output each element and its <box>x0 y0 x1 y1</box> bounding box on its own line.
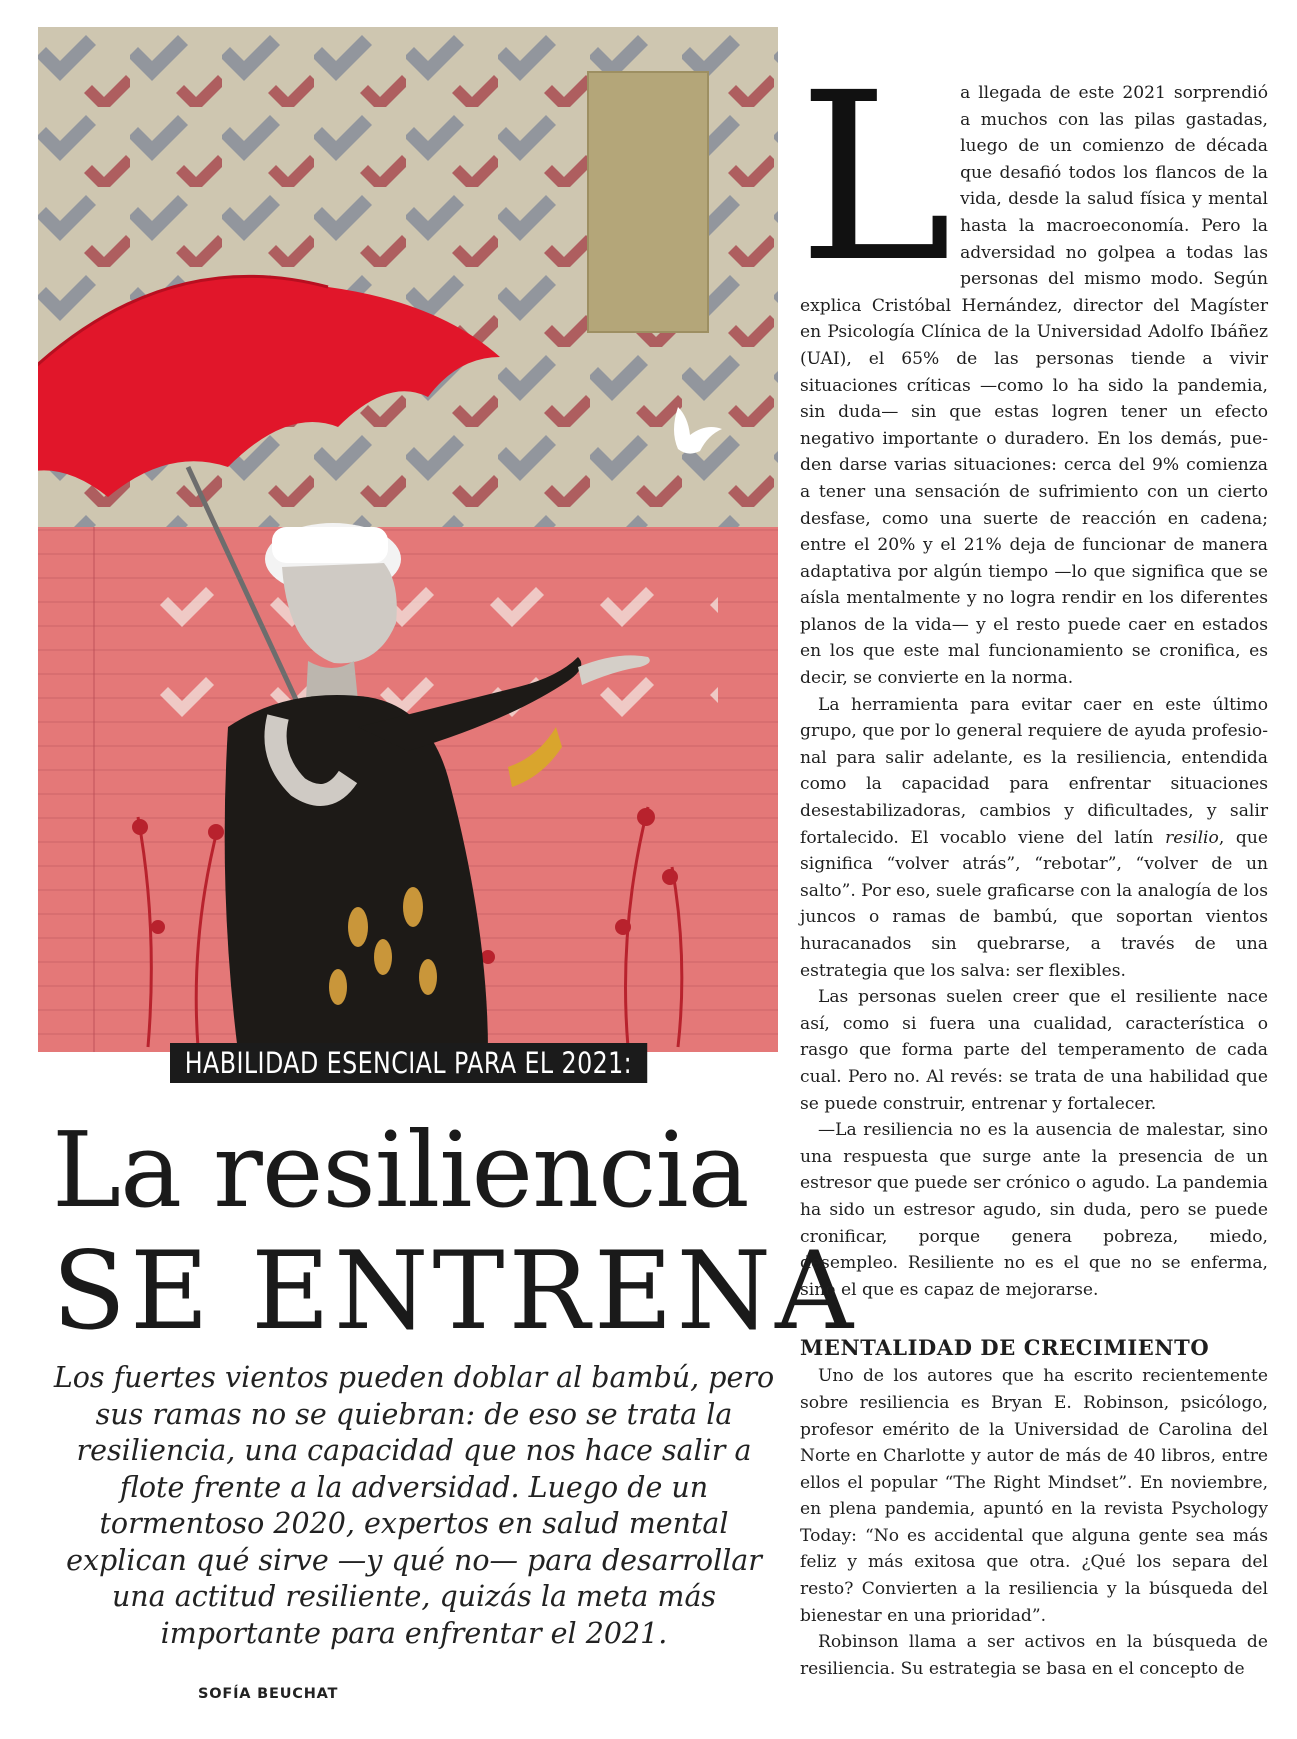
stamp-window <box>588 72 708 332</box>
article-body <box>798 43 1268 1682</box>
paragraph-1-text: a llegada de este 2021 sorprendió a muchos con las pilas gastadas, luego de un comienzo de década que desafió todos los flancos de la vida, desde la salud física y mental hasta la macroeconomía. Pero la adversidad no golpea a todas las personas del mismo modo. Según explica Cristóbal Hernández, director del Magíster en Psicología Clínica de la Universidad Adolfo Ibáñez (UAI), el 65% de las personas tiende a vivir situaciones críticas —como lo ha sido la pandemia, sin duda— sin que estas logren tener un efecto negativo importante o duradero. En los demás, pueden darse varias situaciones: cerca del 9% comienza a tener una sensación de sufrimiento con un cierto desfase, como una suerte de reacción en cadena; entre el 20% y el 21% deja de funcionar de manera adaptativa por algún tiempo —lo que significa que se aísla mentalmente y no logra rendir en los diferentes planos de la vida— y el resto puede caer en estados en los que este mal funcionamiento se cronifica, es decir, se convierte en la norma. <box>800 83 1268 689</box>
paragraph-6: Robinson llama a ser activos en la búsqueda de resiliencia. Su estrategia se basa en el concepto de <box>800 1632 1268 1679</box>
article-deck: Los fuertes vientos pueden doblar al bambú, pero sus ramas no se quiebran: de eso se trata la resiliencia, una capacidad que nos hace salir a flote frente a la adversidad. Luego de un tormentoso 2020, expertos en salud mental explican qué sirve —y qué no— para desarrollar una actitud resiliente, quizás la meta más importante para enfrentar el 2021. <box>53 1361 775 1650</box>
paragraph-1 <box>798 43 1268 692</box>
collage-artwork <box>38 27 778 1087</box>
paragraph-4: —La resiliencia no es la ausencia de malestar, sino una respuesta que surge ante la presencia de un estresor que puede ser crónico o agudo. La pandemia ha sido un estresor agudo, sin duda, pero se puede cronificar, porque genera pobreza, miedo, desempleo. Resiliente no es el que no se enferma, sino el que es capaz de mejorarse. <box>800 1120 1268 1300</box>
paragraph-2 <box>800 692 1268 985</box>
headline-line-2: SE ENTRENA <box>52 1229 858 1354</box>
latin-term: resilio <box>1165 827 1219 848</box>
paragraph-5: Uno de los autores que ha escrito recientemente sobre resiliencia es Bryan E. Robinson, psicólogo, profesor emérito de la Universidad de Carolina del Norte en Charlotte y autor de más de 40 libros, entre ellos el popular “The Right Mindset”. En noviembre, en plena pandemia, apuntó en la revista Psychology Today: “No es accidental que alguna gente sea más feliz y más exitosa que otra. ¿Qué los separa del resto? Convierten a la resiliencia y la búsqueda del bienestar en una prioridad”. <box>800 1366 1268 1626</box>
paragraph-2-text-b: , que significa “volver atrás”, “rebotar”, “volver de un salto”. Por eso, suele graficarse con la analogía de los juncos o ramas de bambú, que soportan vientos huracanados sin quebrarse, a través de una estrategia que los salva: ser flexibles. <box>800 827 1268 981</box>
drop-cap: L <box>798 43 953 313</box>
paragraph-2-text-a: La herramienta para evitar caer en este último grupo, que por lo general requiere de ayuda profesional para salir adelante, es la resiliencia, entendida como la capacidad para enfrentar situaciones desestabilizadoras, cambios y dificultades, y salir fortalecido. El vocablo viene del latín <box>800 694 1268 848</box>
headline-line-1: La resiliencia <box>52 1109 749 1231</box>
paragraph-3: Las personas suelen creer que el resiliente nace así, como si fuera una cualidad, característica o rasgo que forma parte del temperamento de cada cual. Pero no. Al revés: se trata de una habilidad que se puede construir, entrenar y fortalecer. <box>800 987 1268 1114</box>
byline: SOFÍA BEUCHAT <box>198 1686 339 1702</box>
section-subhead: MENTALIDAD DE CRECIMIENTO <box>800 1335 1210 1361</box>
section-kicker: HABILIDAD ESENCIAL PARA EL 2021: <box>170 1043 647 1083</box>
cover-illustration <box>38 27 778 1087</box>
